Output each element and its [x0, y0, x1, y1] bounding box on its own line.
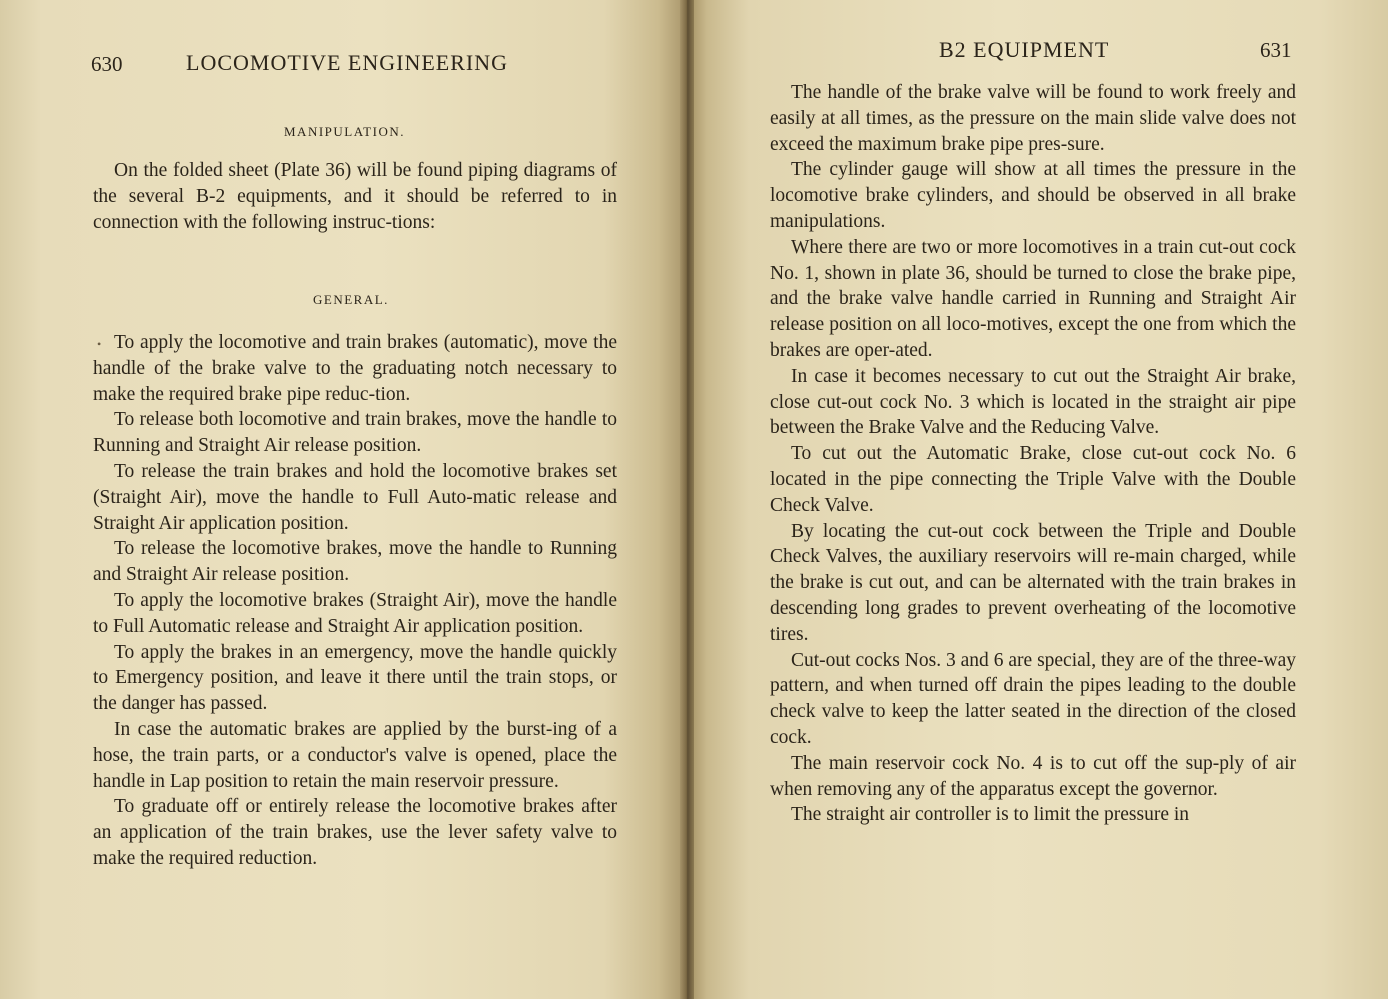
- book-spine: [680, 0, 694, 999]
- paragraph: In case the automatic brakes are applied by the burst-ing of a hose, the train parts, or a conductor's valve is opened, place the handle in Lap position to retain the main reservoir pressure.: [93, 718, 617, 792]
- section-title: MANIPULATION.: [284, 124, 405, 139]
- paragraph: Where there are two or more locomotives in a train cut-out cock No. 1, shown in plate 36, should be turned to close the brake pipe, and the brake valve handle carried in Running and Straight Air release position on all loco-motives, except the one from which the brakes are oper-ated.: [770, 236, 1296, 361]
- paragraph: To graduate off or entirely release the locomotive brakes after an application of the train brakes, use the lever safety valve to make the required reduction.: [93, 796, 617, 869]
- paragraph: In case it becomes necessary to cut out the Straight Air brake, close cut-out cock No. 3 which is located in the straight air pipe between the Brake Valve and the Reducing Valve.: [770, 365, 1296, 439]
- section-body: [93, 158, 617, 235]
- paragraph: To cut out the Automatic Brake, close cut-out cock No. 6 located in the pipe connecting the Triple Valve with the Double Check Valve.: [770, 443, 1296, 516]
- paragraph: To release the locomotive brakes, move the handle to Running and Straight Air release position.: [93, 538, 617, 586]
- paragraph: To apply the brakes in an emergency, move the handle quickly to Emergency position, and leave it there until the train stops, or the danger has passed.: [93, 641, 617, 715]
- paragraph: To release the train brakes and hold the locomotive brakes set (Straight Air), move the handle to Full Auto-matic release and Straight Air application position.: [93, 460, 617, 534]
- section-title: GENERAL.: [313, 292, 389, 307]
- left-page: [0, 0, 686, 999]
- paragraph: To apply the locomotive and train brakes (automatic), move the handle of the brake valve to the graduating notch necessary to make the required brake pipe reduc-tion.: [93, 332, 617, 405]
- paragraph: The main reservoir cock No. 4 is to cut off the sup-ply of air when removing any of the apparatus except the governor.: [770, 752, 1296, 800]
- paragraph: On the folded sheet (Plate 36) will be found piping diagrams of the several B-2 equipments, and it should be referred to in connection with the following instruc-tions:: [93, 160, 617, 233]
- paragraph: The cylinder gauge will show at all times the pressure in the locomotive brake cylinders, and should be observed in all brake manipulations.: [770, 159, 1296, 232]
- page-number: 630: [91, 52, 123, 76]
- running-head: B2 EQUIPMENT: [939, 37, 1110, 62]
- paragraph: The handle of the brake valve will be found to work freely and easily at all times, as the pressure on the main slide valve does not exceed the maximum brake pipe pres-sure.: [770, 82, 1296, 155]
- paragraph: To release both locomotive and train brakes, move the handle to Running and Straight Air release position.: [93, 409, 617, 457]
- paragraph: The straight air controller is to limit the pressure in: [791, 804, 1190, 826]
- paragraph: Cut-out cocks Nos. 3 and 6 are special, they are of the three-way pattern, and when turned off drain the pipes leading to the double check valve to keep the latter seated in the direction of the closed cock.: [770, 649, 1296, 748]
- section-body: [93, 330, 617, 872]
- paragraph: To apply the locomotive brakes (Straight Air), move the handle to Full Automatic release and Straight Air application position.: [93, 589, 617, 637]
- running-head: LOCOMOTIVE ENGINEERING: [186, 50, 509, 75]
- page-number: 631: [1260, 38, 1292, 62]
- page-body: [770, 80, 1296, 828]
- margin-dot: •: [97, 337, 102, 351]
- paragraph: By locating the cut-out cock between the Triple and Double Check Valves, the auxiliary reservoirs will re-main charged, while the brake is cut out, and can be alternated with the train brakes in descending long grades to prevent overheating of the locomotive tires.: [770, 520, 1296, 645]
- right-page: [686, 0, 1388, 999]
